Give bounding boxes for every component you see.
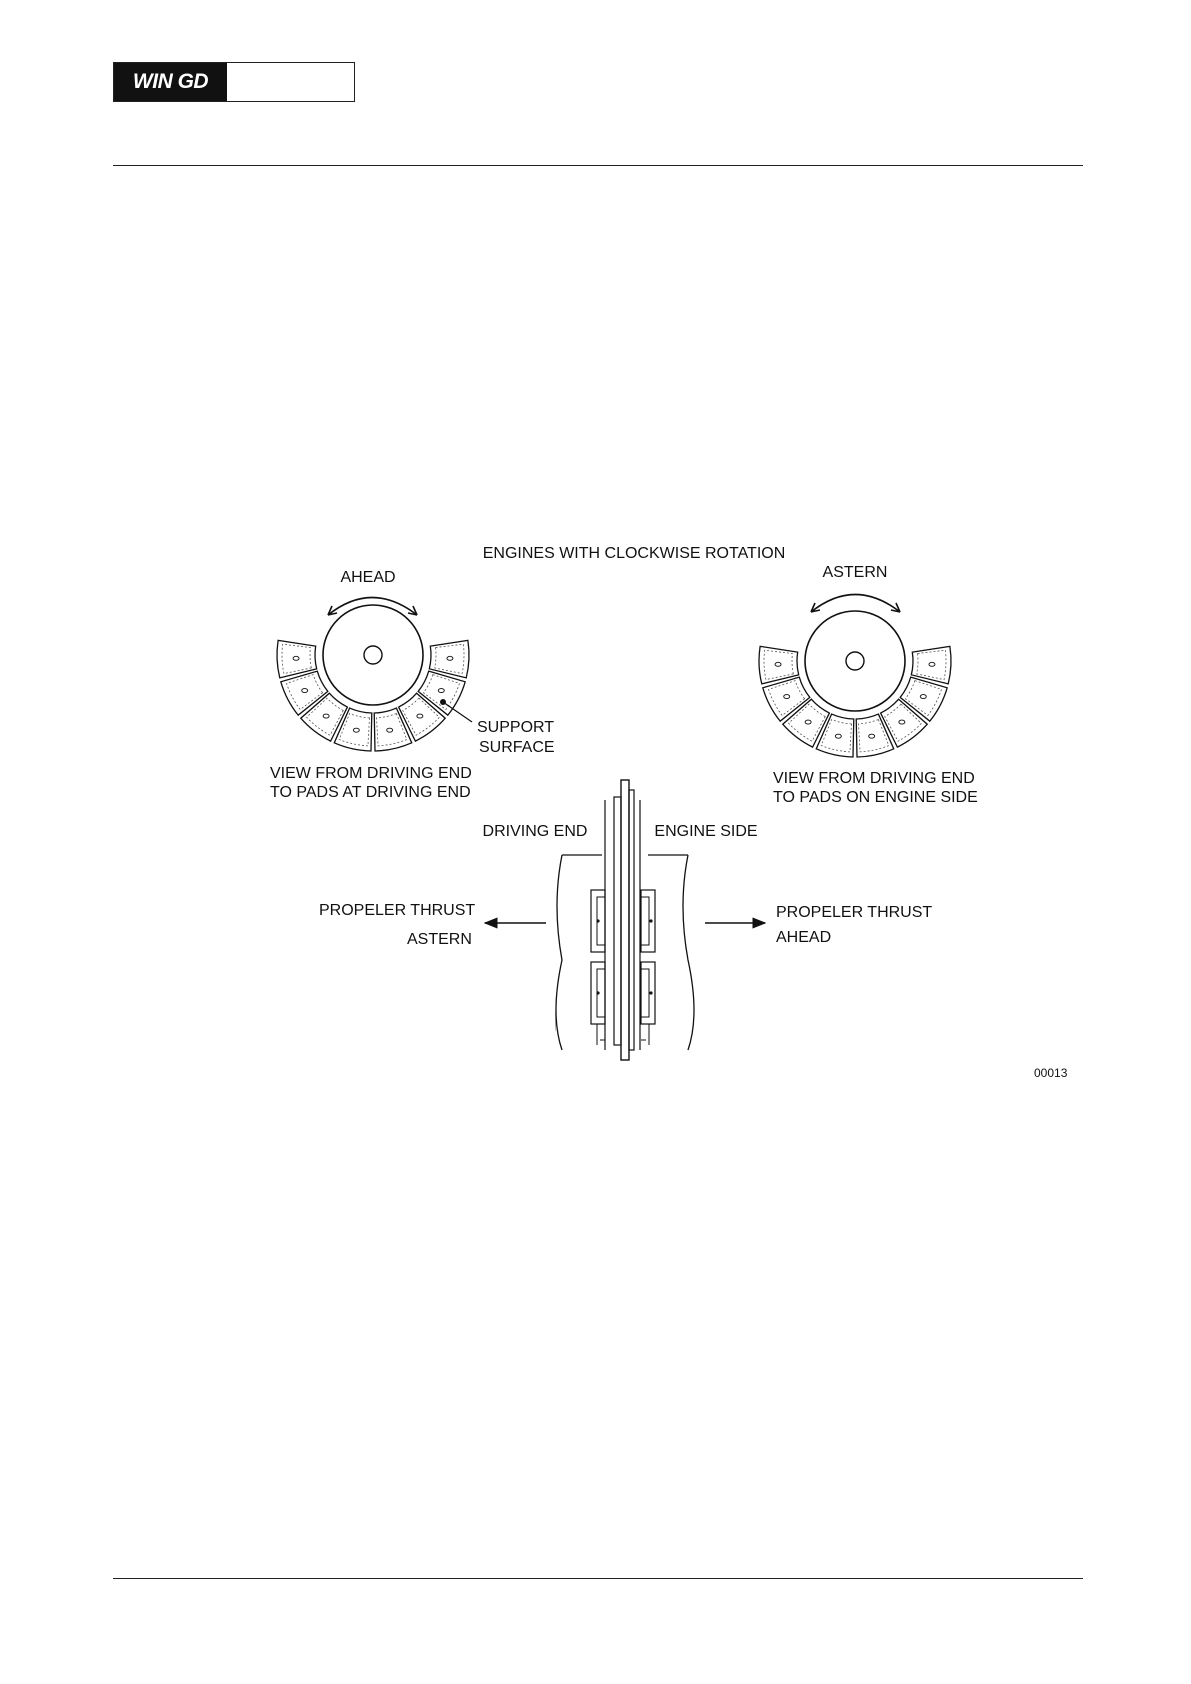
figure-title: ENGINES WITH CLOCKWISE ROTATION (482, 545, 786, 562)
pad-surface (339, 713, 369, 745)
shaft-center-right (846, 652, 864, 670)
pad-ring-left (277, 640, 469, 751)
support-callout-line (443, 702, 472, 722)
right-caption-line2: TO PADS ON ENGINE SIDE (773, 789, 978, 806)
thrust-pad (277, 640, 317, 678)
pad-pivot (447, 656, 453, 660)
pad-pivot (899, 720, 905, 724)
pad-surface (435, 644, 464, 673)
rotation-label-astern: ASTERN (822, 564, 888, 581)
pad-pivot (353, 728, 359, 732)
pad-pivot (835, 734, 841, 738)
pad-pivot (323, 714, 329, 718)
logo-mark: WIN GD (114, 63, 227, 101)
bearing-section-view (319, 780, 932, 1074)
thrust-right-line1: PROPELER THRUST (776, 904, 933, 921)
pad-pivot (417, 714, 423, 718)
pad-pivot (869, 734, 875, 738)
pad-surface (917, 650, 946, 679)
shaft-collar (323, 605, 423, 705)
thrust-pad (759, 646, 799, 684)
left-caption-line1: VIEW FROM DRIVING END (270, 765, 472, 782)
pad-pivot (784, 695, 790, 699)
pad-ring-right (759, 646, 951, 757)
rotation-arrow-astern (811, 595, 900, 613)
rotation-label-ahead: AHEAD (340, 569, 396, 586)
figure-number: 00013 (1034, 1066, 1068, 1080)
right-bearing-view (759, 564, 978, 806)
pad-surface (282, 644, 311, 673)
callout-surface: SURFACE (479, 739, 555, 756)
shaft-collar-right (805, 611, 905, 711)
pad-surface (859, 719, 889, 751)
pad-pivot (438, 689, 444, 693)
label-driving-end: DRIVING END (482, 823, 588, 840)
label-engine-side: ENGINE SIDE (654, 823, 758, 840)
thrust-right-line2: AHEAD (776, 929, 832, 946)
left-caption-line2: TO PADS AT DRIVING END (270, 784, 471, 801)
pad-pivot (805, 720, 811, 724)
pad-pivot (302, 689, 308, 693)
pad-pivot (775, 662, 781, 666)
pad-pivot (929, 662, 935, 666)
pad-surface (764, 650, 793, 679)
left-bearing-view (270, 569, 555, 801)
thrust-left-line1: PROPELER THRUST (319, 902, 476, 919)
callout-support: SUPPORT (477, 719, 555, 736)
thrust-left-line2: ASTERN (407, 931, 472, 948)
pad-surface (821, 719, 851, 751)
shaft-center (364, 646, 382, 664)
pad-pivot (387, 728, 393, 732)
pad-surface (377, 713, 407, 745)
pad-pivot (920, 695, 926, 699)
right-caption-line1: VIEW FROM DRIVING END (773, 770, 975, 787)
rotation-arrow-ahead (328, 598, 417, 616)
pad-pivot (293, 656, 299, 660)
